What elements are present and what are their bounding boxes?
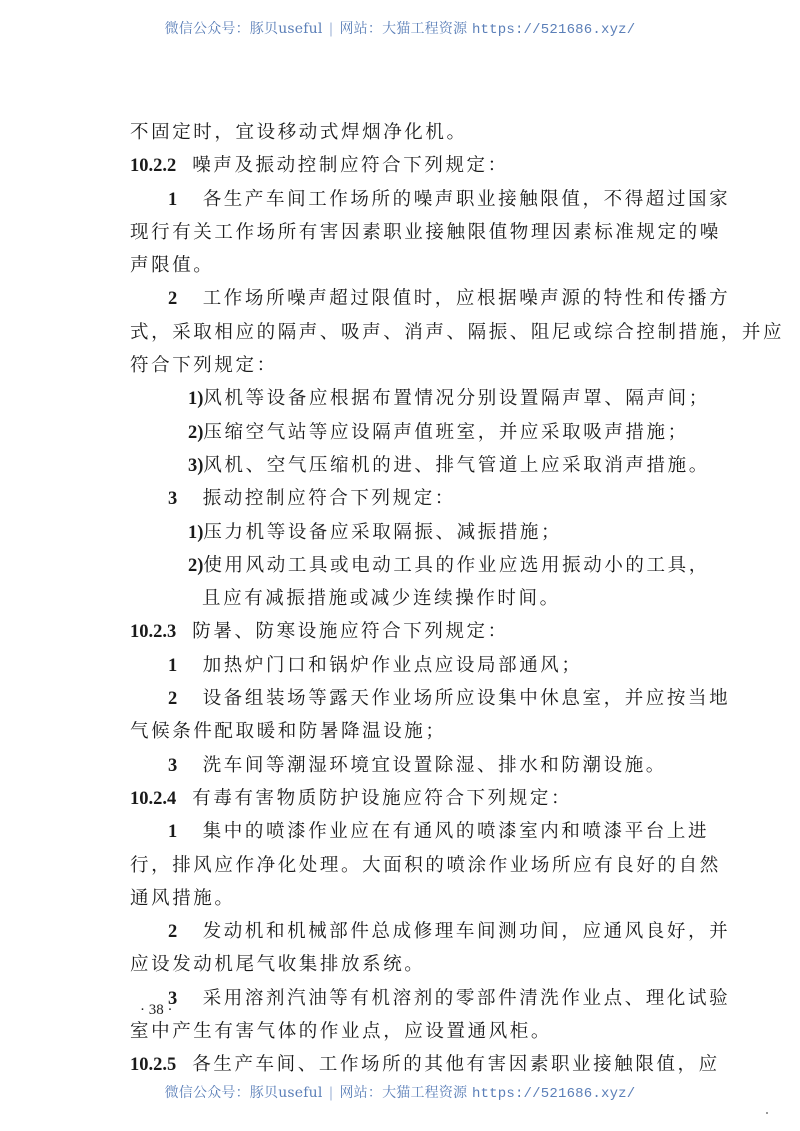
watermark-site: 网站：大猫工程资源 [339, 1085, 468, 1101]
text-line: 室中产生有害气体的作业点，应设置通风柜。 [130, 1021, 553, 1043]
watermark-wechat: 微信公众号：豚贝useful [164, 21, 323, 37]
section-heading: 10.2.3 防暑、防寒设施应符合下列规定： [130, 621, 509, 643]
clause-number: 2 [168, 289, 178, 310]
watermark-footer [0, 1082, 800, 1102]
clause-number: 1 [168, 189, 178, 210]
text-line: 不固定时，宜设移动式焊烟净化机。 [130, 122, 468, 143]
sub-item-line: 3)风机、空气压缩机的进、排气管道上应采取消声措施。 [188, 454, 710, 476]
watermark-separator: | [328, 21, 334, 37]
clause-line: 2 发动机和机械部件总成修理车间测功间，应通风良好，并 [168, 921, 731, 943]
section-number: 10.2.3 [130, 622, 177, 643]
sub-item-number: 3) [188, 455, 204, 476]
clause-number: 2 [168, 922, 178, 943]
clause-line: 1 各生产车间工作场所的噪声职业接触限值，不得超过国家 [168, 188, 731, 210]
section-heading: 10.2.5 各生产车间、工作场所的其他有害因素职业接触限值，应 [130, 1054, 720, 1076]
page-number: · 38 · [140, 1002, 173, 1018]
sub-item-number: 1) [188, 389, 204, 410]
sub-item-number: 2) [188, 555, 204, 576]
sub-item-line: 2)使用风动工具或电动工具的作业应选用振动小的工具， [188, 554, 710, 576]
watermark-separator: | [328, 1085, 334, 1101]
clause-number: 1 [168, 655, 178, 676]
text-line: 气候条件配取暖和防暑降温设施； [130, 721, 447, 743]
watermark-header [0, 18, 800, 38]
clause-line: 2 工作场所噪声超过限值时，应根据噪声源的特性和传播方 [168, 288, 731, 310]
clause-number: 3 [168, 755, 178, 776]
watermark-site: 网站：大猫工程资源 [339, 21, 468, 37]
text-line: 通风措施。 [130, 887, 236, 909]
section-number: 10.2.2 [130, 156, 177, 177]
clause-line: 3 采用溶剂汽油等有机溶剂的零部件清洗作业点、理化试验 [168, 987, 731, 1009]
clause-line: 3 洗车间等潮湿环境宜设置除湿、排水和防潮设施。 [168, 754, 667, 776]
watermark-wechat: 微信公众号：豚贝useful [164, 1085, 323, 1101]
clause-line: 3 振动控制应符合下列规定： [168, 488, 456, 510]
clause-line: 1 集中的喷漆作业应在有通风的喷漆室内和喷漆平台上进 [168, 821, 710, 843]
text-line: 应设发动机尾气收集排放系统。 [130, 954, 426, 976]
text-line: 声限值。 [130, 255, 215, 277]
text-line: 符合下列规定： [130, 355, 278, 377]
clause-line: 2 设备组装场等露天作业场所应设集中休息室，并应按当地 [168, 688, 731, 710]
sub-item-line: 2)压缩空气站等应设隔声值班室，并应采取吸声措施； [188, 421, 689, 443]
clause-line: 1 加热炉门口和锅炉作业点应设局部通风； [168, 654, 583, 676]
watermark-url: https://521686.xyz/ [471, 1086, 636, 1102]
text-line: 且应有减振措施或减少连续操作时间。 [202, 588, 561, 610]
clause-number: 3 [168, 988, 178, 1009]
section-number: 10.2.5 [130, 1055, 177, 1076]
clause-number: 1 [168, 822, 178, 843]
clause-number: 3 [168, 489, 178, 510]
sub-item-line: 1)压力机等设备应采取隔振、减振措施； [188, 521, 563, 543]
text-line: 式，采取相应的隔声、吸声、消声、隔振、阻尼或综合控制措施，并应 [130, 321, 785, 343]
scan-speck [766, 1112, 768, 1114]
sub-item-number: 1) [188, 522, 204, 543]
text-line: 行，排风应作净化处理。大面积的喷涂作业场所应有良好的自然 [130, 854, 721, 876]
sub-item-number: 2) [188, 422, 204, 443]
section-heading: 10.2.2 噪声及振动控制应符合下列规定： [130, 155, 509, 177]
sub-item-line: 1)风机等设备应根据布置情况分别设置隔声罩、隔声间； [188, 388, 710, 410]
text-line: 现行有关工作场所有害因素职业接触限值物理因素标准规定的噪 [130, 221, 721, 243]
clause-number: 2 [168, 689, 178, 710]
watermark-url: https://521686.xyz/ [471, 22, 636, 38]
section-number: 10.2.4 [130, 788, 177, 809]
document-body [130, 116, 785, 1082]
section-heading: 10.2.4 有毒有害物质防护设施应符合下列规定： [130, 787, 573, 809]
